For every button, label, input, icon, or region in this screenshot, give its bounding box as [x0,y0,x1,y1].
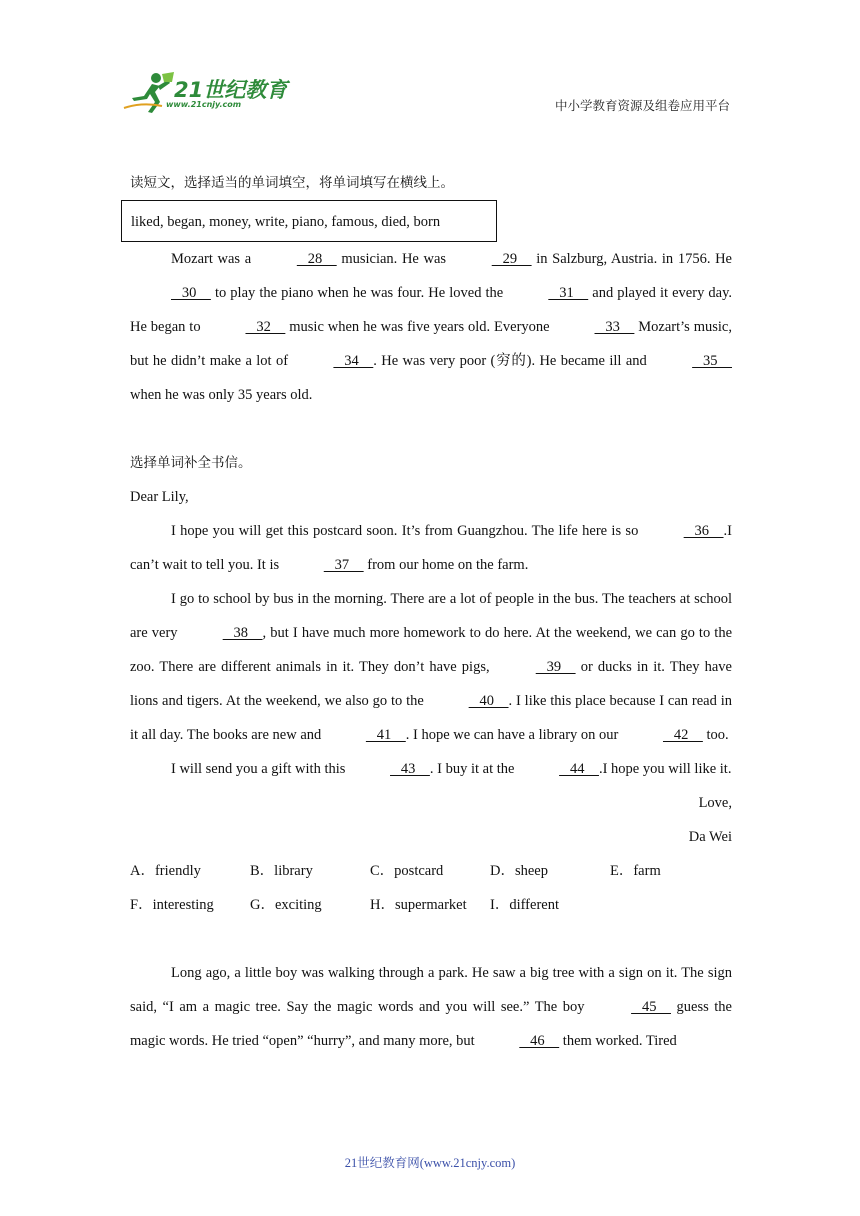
answer-blank[interactable]: 42 [662,727,703,743]
answer-blank[interactable]: 40 [468,693,509,709]
answer-blank[interactable]: 37 [323,557,364,573]
option-item: G．exciting [250,897,322,913]
mozart-paragraph [130,242,732,412]
paragraph-text: and played it every day. He began to [130,285,733,335]
paragraph-text: musician. He was [336,251,451,267]
paragraph-text: I go to school by bus in the morning. There are a lot of people in the bus. The teachers at school are very [130,591,732,641]
paragraph-text: Long ago, a little boy was walking through a park. He saw a big tree with a sign on it. The sign said, “I am a magic tree. Say the magic words and you will see.” The boy [130,965,732,1015]
answer-blank[interactable]: 34 [333,353,374,369]
logo [122,70,292,116]
document-body [130,166,732,1058]
platform-label: 中小学教育资源及组卷应用平台 [554,98,730,113]
answer-blank[interactable]: 35 [692,353,732,369]
answer-blank[interactable]: 41 [365,727,406,743]
paragraph-text: . I buy it at the [429,761,519,777]
answer-blank[interactable]: 30 [171,285,211,301]
section1-instruction: 读短文，选择适当的单词填空，将单词填写在横线上。 [130,175,454,191]
paragraph-text: .I hope you will like it. [598,761,732,777]
logo-url: www.21cnjy.com [166,100,242,109]
option-item: I．different [490,897,559,913]
answer-blank[interactable]: 39 [535,659,576,675]
option-item: B．library [250,863,313,879]
page-footer: 21世纪教育网(www.21cnjy.com) [344,1156,516,1170]
answer-blank[interactable]: 46 [519,1033,560,1049]
answer-blank[interactable]: 38 [222,625,263,641]
runner-logo-icon [122,70,178,116]
answer-blank[interactable]: 32 [245,319,286,335]
letter-paragraph-1 [130,514,732,582]
paragraph-text: . He was very poor (穷的). He became ill and [373,353,652,369]
letter-signature: Da Wei [688,829,732,845]
paragraph-text: from our home on the farm. [363,557,529,573]
page-header [0,0,860,140]
paragraph-text: when he was only 35 years old. [130,387,313,403]
paragraph-text: them worked. Tired [559,1033,677,1049]
paragraph-text: Mozart’s music, but he didn’t make a lot of [130,319,732,369]
letter-paragraph-3 [130,752,732,786]
option-item: D．sheep [490,863,548,879]
paragraph-text: or ducks in it. They have lions and tigers. At the weekend, we also go to the [130,659,732,709]
logo-text: 21世纪教育 [174,78,288,102]
magic-tree-paragraph [130,956,732,1058]
answer-blank[interactable]: 33 [594,319,635,335]
paragraph-text: too. [702,727,729,743]
paragraph-text: , but I have much more homework to do here. At the weekend, we can go to the zoo. There are different animals in it. They don’t have pigs, [130,625,733,675]
paragraph-text: Mozart was a [171,251,256,267]
answer-blank[interactable]: 31 [548,285,589,301]
option-item: F．interesting [130,897,214,913]
option-item: A．friendly [130,863,201,879]
paragraph-text: . I hope we can have a library on our [405,727,622,743]
paragraph-text: .I can’t wait to tell you. It is [130,523,732,573]
option-item: H．supermarket [370,897,467,913]
word-box: liked, began, money, write, piano, famous, died, born [121,200,497,242]
section2-instruction: 选择单词补全书信。 [130,455,252,471]
paragraph-text: I hope you will get this postcard soon. It’s from Guangzhou. The life here is so [171,523,643,539]
paragraph-text: . I like this place because I can read in it all day. The books are new and [130,693,732,743]
paragraph-text: music when he was five years old. Everyone [285,319,554,335]
answer-blank[interactable]: 36 [683,523,724,539]
paragraph-text: in Salzburg, Austria. in 1756. He [531,251,732,267]
answer-blank[interactable]: 29 [491,251,532,267]
paragraph-text: guess the magic words. He tried “open” “hurry”, and many more, but [130,999,732,1049]
paragraph-text: to play the piano when he was four. He loved the [210,285,508,301]
answer-blank[interactable]: 44 [559,761,599,777]
paragraph-text: I will send you a gift with this [171,761,350,777]
options-grid [130,854,732,922]
answer-blank[interactable]: 45 [631,999,671,1015]
letter-closing: Love, [698,795,732,811]
answer-blank[interactable]: 43 [390,761,430,777]
answer-blank[interactable]: 28 [296,251,337,267]
option-item: C．postcard [370,863,444,879]
letter-greeting: Dear Lily, [130,489,189,505]
option-item: E．farm [610,863,661,879]
letter-paragraph-2 [130,582,732,752]
